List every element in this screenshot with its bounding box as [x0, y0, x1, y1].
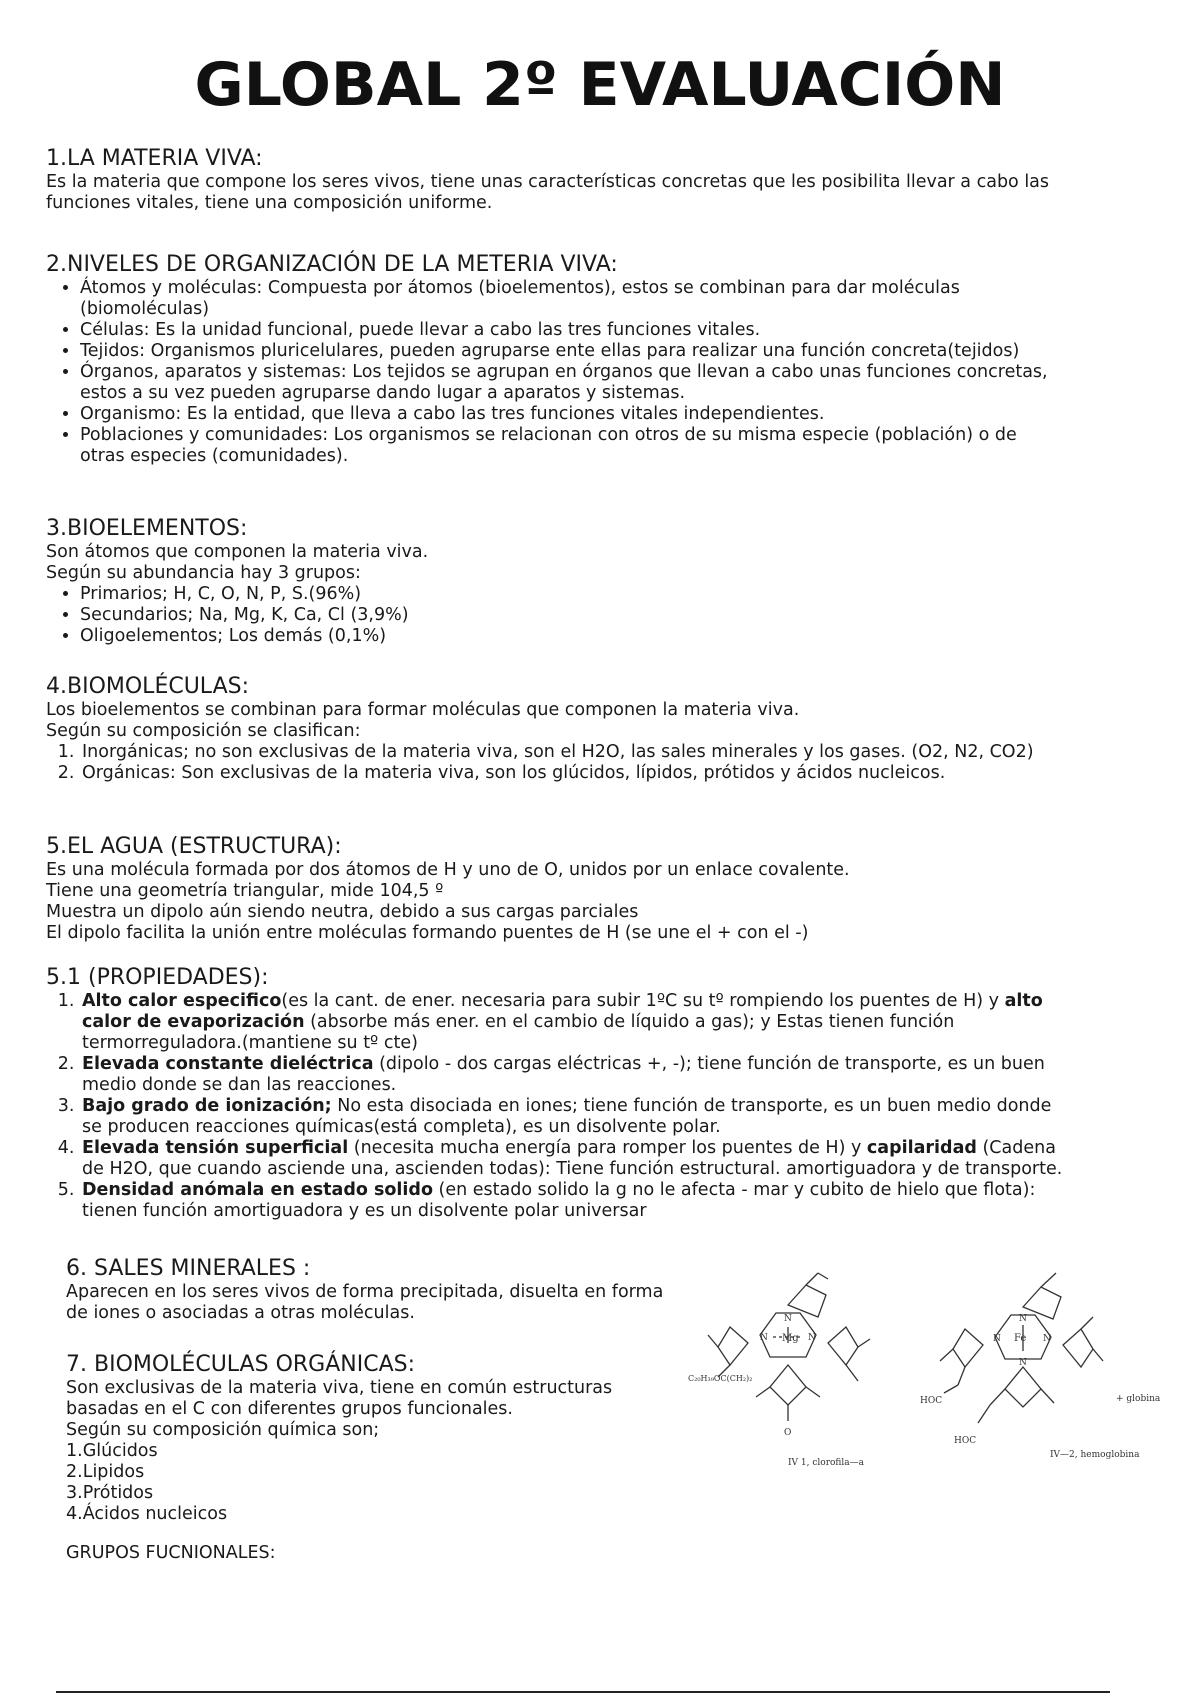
- section-line: Según su composición química son;: [66, 1420, 380, 1440]
- bottom-divider: [56, 1691, 1110, 1693]
- list-item: • Organismo: Es la entidad, que lleva a cabo las tres funciones vitales independientes.: [80, 404, 1066, 425]
- section-biomoleculas-organicas: [66, 1352, 666, 1564]
- list-item: 4. Elevada tensión superficial (necesita mucha energía para romper los puentes de H) y capilaridad (Cadena de H2O, que cuando asciende una, ascienden todas): Tiene función estructural. amortiguadora y de transporte.: [80, 1138, 1066, 1180]
- hemoglobin-structure: [940, 1273, 1103, 1423]
- section-line: Según su abundancia hay 3 grupos:: [46, 563, 361, 583]
- section-line: Son exclusivas de la materia viva, tiene en común estructuras basadas en el C con diferentes grupos funcionales.: [66, 1378, 613, 1419]
- section-heading: 4.BIOMOLÉCULAS:: [46, 674, 249, 699]
- globin-label: + globina: [1116, 1394, 1161, 1404]
- section-heading: 5.1 (PROPIEDADES):: [46, 965, 269, 990]
- section-line: Son átomos que componen la materia viva.: [46, 542, 429, 562]
- grupos-funcionales-label: GRUPOS FUCNIONALES:: [66, 1543, 276, 1563]
- list-item: 1. Alto calor especifico(es la cant. de ener. necesaria para subir 1ºC su tº rompiendo los puentes de H) y alto calor de evaporización (absorbe más ener. en el cambio de líquido a gas); y Estas tienen función termorreguladora.(mantiene su tº cte): [80, 991, 1066, 1054]
- fe-label: Fe: [1014, 1333, 1027, 1344]
- section-line: 1.Glúcidos: [66, 1441, 158, 1461]
- section-niveles: [46, 252, 1066, 467]
- caption-hemoglobin: IV—2, hemoglobina: [1050, 1450, 1140, 1460]
- section-line: 2.Lipidos: [66, 1462, 145, 1482]
- n-label: N: [784, 1314, 792, 1324]
- section-heading: 7. BIOMOLÉCULAS ORGÁNICAS:: [66, 1352, 416, 1377]
- side-chain-label: C₂₀H₃₉OC(CH₂)₂: [688, 1374, 753, 1383]
- section-agua-estructura: [46, 834, 1066, 944]
- mg-label: Mg: [782, 1333, 799, 1344]
- page-title: GLOBAL 2º EVALUACIÓN: [194, 50, 1006, 120]
- list-item: • Órganos, aparatos y sistemas: Los tejidos se agrupan en órganos que llevan a cabo unas funciones concretas, estos a su vez pueden agruparse dando lugar a aparatos y sistemas.: [80, 362, 1066, 404]
- list-item: • Oligoelementos; Los demás (0,1%): [80, 626, 1066, 647]
- hoc-label: HOC: [920, 1396, 943, 1406]
- section-propiedades: [46, 965, 1066, 1222]
- section-heading: 5.EL AGUA (ESTRUCTURA):: [46, 834, 342, 859]
- list-item: 5. Densidad anómala en estado solido (en estado solido la g no le afecta - mar y cubito de hielo que flota): tienen función amortiguadora y es un disolvente polar universar: [80, 1180, 1066, 1222]
- section-heading: 1.LA MATERIA VIVA:: [46, 146, 263, 171]
- section-text: Es la materia que compone los seres vivos, tiene unas características concretas que les posibilita llevar a cabo las funciones vitales, tiene una composición uniforme.: [46, 172, 1050, 213]
- list-item: • Secundarios; Na, Mg, K, Ca, Cl (3,9%): [80, 605, 1066, 626]
- section-line: 4.Ácidos nucleicos: [66, 1504, 228, 1524]
- section-line: Es una molécula formada por dos átomos de H y uno de O, unidos por un enlace covalente.: [46, 860, 850, 880]
- propiedades-list: [46, 991, 1066, 1222]
- section-biomoleculas: [46, 674, 1066, 784]
- biomoleculas-list: [46, 742, 1066, 784]
- n-label: N: [760, 1333, 768, 1343]
- n-label: N: [1019, 1314, 1027, 1324]
- bioelementos-list: [46, 584, 1066, 647]
- n-label: N: [1043, 1334, 1051, 1344]
- chlorophyll-hemoglobin-figure: [678, 1265, 1173, 1495]
- list-item: 1. Inorgánicas; no son exclusivas de la materia viva, son el H2O, las sales minerales y los gases. (O2, N2, CO2): [80, 742, 1066, 763]
- list-item: 3. Bajo grado de ionización; No esta disociada en iones; tiene función de transporte, es un buen medio donde se producen reacciones químicas(está completa), es un disolvente polar.: [80, 1096, 1066, 1138]
- section-line: 3.Prótidos: [66, 1483, 154, 1503]
- n-label: N: [808, 1333, 816, 1343]
- section-line: Según su composición se clasifican:: [46, 721, 361, 741]
- section-bioelementos: [46, 516, 1066, 647]
- list-item: 2. Orgánicas: Son exclusivas de la materia viva, son los glúcidos, lípidos, prótidos y ácidos nucleicos.: [80, 763, 1066, 784]
- list-item: • Primarios; H, C, O, N, P, S.(96%): [80, 584, 1066, 605]
- section-heading: 3.BIOELEMENTOS:: [46, 516, 248, 541]
- list-item: • Células: Es la unidad funcional, puede llevar a cabo las tres funciones vitales.: [80, 320, 1066, 341]
- hoc-label: HOC: [954, 1436, 977, 1446]
- section-line: Muestra un dipolo aún siendo neutra, debido a sus cargas parciales: [46, 902, 639, 922]
- section-line: El dipolo facilita la unión entre moléculas formando puentes de H (se une el + con el -): [46, 923, 809, 943]
- niveles-list: [46, 278, 1066, 467]
- list-item: • Poblaciones y comunidades: Los organismos se relacionan con otros de su misma especie (población) o de otras especies (comunidades).: [80, 425, 1066, 467]
- section-sales-minerales: [66, 1256, 666, 1324]
- chlorophyll-structure: [708, 1273, 870, 1421]
- section-line: Tiene una geometría triangular, mide 104,5 º: [46, 881, 444, 901]
- section-heading: 2.NIVELES DE ORGANIZACIÓN DE LA METERIA VIVA:: [46, 252, 618, 277]
- n-label: N: [1019, 1358, 1027, 1368]
- section-materia-viva: [46, 146, 1066, 214]
- list-item: • Tejidos: Organismos pluricelulares, pueden agruparse ente ellas para realizar una función concreta(tejidos): [80, 341, 1066, 362]
- section-line: Los bioelementos se combinan para formar moléculas que componen la materia viva.: [46, 700, 800, 720]
- oxygen-label: O: [784, 1428, 792, 1438]
- caption-chlorophyll: IV 1, clorofila—a: [788, 1458, 865, 1468]
- section-heading: 6. SALES MINERALES :: [66, 1256, 311, 1281]
- n-label: N: [993, 1334, 1001, 1344]
- list-item: • Átomos y moléculas: Compuesta por átomos (bioelementos), estos se combinan para dar moléculas (biomoléculas): [80, 278, 1066, 320]
- section-text: Aparecen en los seres vivos de forma precipitada, disuelta en forma de iones o asociadas a otras moléculas.: [66, 1282, 664, 1323]
- list-item: 2. Elevada constante dieléctrica (dipolo - dos cargas eléctricas +, -); tiene función de transporte, es un buen medio donde se dan las reacciones.: [80, 1054, 1066, 1096]
